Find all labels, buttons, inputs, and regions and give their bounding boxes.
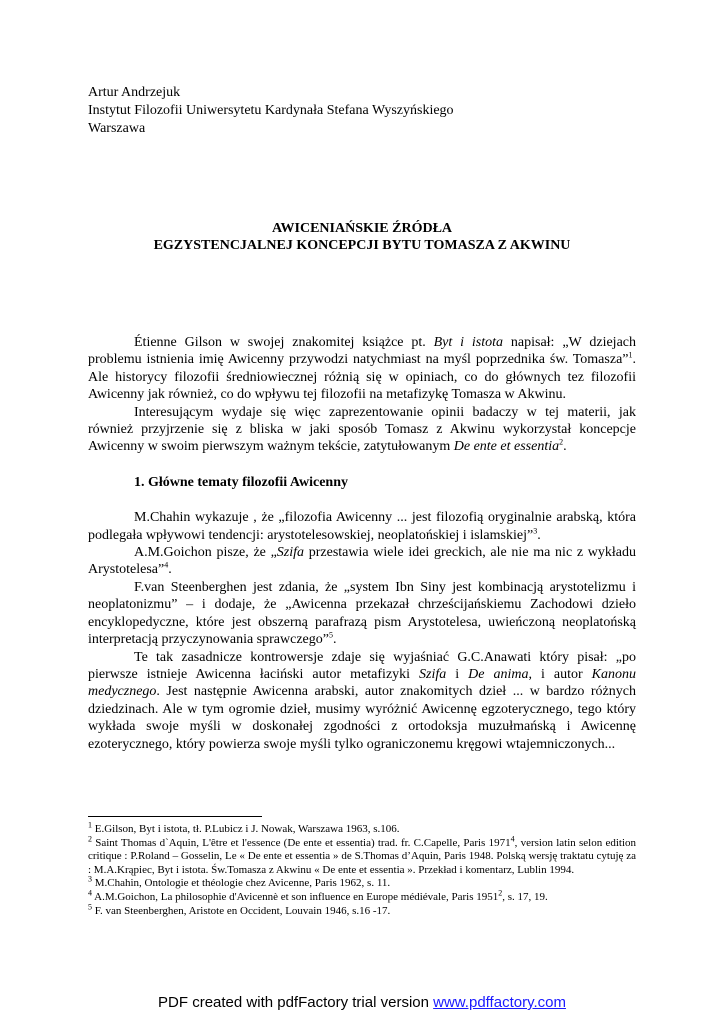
footnote-ref-5[interactable]: 5 — [328, 630, 333, 640]
text-span: Interesującym wydaje się więc zaprezentowanie opinii badaczy w tej materii, jak również przyjrzenie się z bliska w jaki sposób Tomasz z Akwinu wykorzystał koncepcje Awicenny w swoim pierwszym ważnym tekście, zatytułowanym — [88, 404, 636, 455]
pdffactory-link[interactable]: www.pdffactory.com — [433, 994, 566, 1011]
footnote-text: A.M.Goichon, La philosophie d'Avicennè et son influence en Europe médiévale, Paris 1951 — [92, 890, 499, 903]
text-span: . — [332, 632, 337, 648]
text-span: i — [446, 666, 469, 682]
footnote-text: , version latin selon edition critique : P.Roland – Gosselin, Le « De ente et essentia » de S.Thomas d’Aquin, Paris 1948. Polską wersję traktatu cytuję za : M.A.Krąpiec, Byt i istota. Św.Tomasza z Akwinu « De ente et essentia ». Przekład i komentarz, Lublin 1994. — [88, 836, 637, 876]
footnote-4 — [88, 888, 636, 905]
paragraph-intro-2 — [88, 404, 636, 456]
text-span: , i autor — [528, 666, 592, 682]
footnotes — [88, 820, 637, 918]
footnote-text: M.Chahin, Ontologie et théologie chez Avicenne, Paris 1962, s. 11. — [92, 877, 391, 890]
text-span: Étienne Gilson w swojej znakomitej książce pt. — [134, 335, 434, 350]
text-span: M.Chahin wykazuje , że „filozofia Awicenny ... jest filozofią oryginalnie arabską, która podlegała wpływowi tendencji: arystotelesowskiej, neoplatońskiej i islamskiej” — [88, 510, 636, 543]
footnote-number: 3 — [88, 874, 92, 884]
paragraph-intro-1 — [88, 334, 636, 404]
paragraph-chahin — [88, 509, 636, 544]
italic-title: Szifa — [419, 666, 447, 682]
footnote-5 — [88, 901, 636, 919]
footnote-number: 5 — [88, 901, 92, 911]
paragraph-steenberghen — [88, 579, 636, 649]
pdf-footer — [0, 994, 724, 1011]
author-block — [88, 84, 454, 138]
footnote-ref-1[interactable]: 1 — [628, 350, 633, 360]
footnote-text: F. van Steenberghen, Aristote en Occident, Louvain 1946, s.16 -17. — [92, 904, 391, 917]
footnote-number: 2 — [88, 833, 92, 843]
paragraph-anawati — [88, 649, 636, 753]
footnote-text: E.Gilson, Byt i istota, tł. P.Lubicz i J. Nowak, Warszawa 1963, s.106. — [92, 823, 400, 835]
footnote-ref-2[interactable]: 2 — [559, 437, 564, 447]
text-span: . — [168, 562, 172, 578]
italic-title: Kanonu medycznego — [88, 666, 636, 700]
author-institution: Instytut Filozofii Uniwersytetu Kardynała Stefana Wyszyńskiego — [88, 103, 454, 118]
text-span: . Ale historycy filozofii średniowiecznej różnią się w opiniach, co do głównych tez filozofii Awicenny jak również, co do wpływu tej filozofii na metafizykę Tomasza w Akwinu. — [88, 352, 636, 403]
footnote-ref-4[interactable]: 4 — [164, 560, 169, 570]
author-name: Artur Andrzejuk — [88, 85, 181, 100]
text-span: Te tak zasadnicze kontrowersje zdaje się wyjaśniać G.C.Anawati który pisał: „po pierwsze istnieje Awicenna łaciński autor metafizyki — [88, 649, 636, 682]
text-span: . Jest następnie Awicenna arabski, autor znakomitych dzieł ... w bardzo różnych dziedzinach. Ale w tym ogromie dzieł, musimy wyróżnić Awicennę egzoterycznego, tego który wykłada swoje myśli w doskonałej zgodności z ortodoksja muzułmańską i Awicennę ezoterycznego, który powierza swoje myśli tylko ograniczonemu kręgowi wtajemniczonych... — [88, 684, 636, 752]
text-span: napisał: „W dziejach problemu istnienia imię Awicenny przywodzi natychmiast na myśl poprzednika św. Tomasza” — [88, 335, 636, 368]
paragraph-goichon — [88, 544, 636, 579]
footer-text: PDF created with pdfFactory trial version — [158, 994, 434, 1011]
footnote-text: Saint Thomas d`Aquin, L'être et l'essence (De ente et essentia) trad. fr. C.Capelle, Paris 1971 — [92, 836, 511, 849]
italic-title: Byt i istota — [433, 335, 504, 350]
footnote-1 — [88, 820, 636, 837]
edition-superscript: 2 — [498, 888, 503, 898]
footnote-number: 4 — [88, 888, 92, 898]
footnote-ref-3[interactable]: 3 — [533, 526, 538, 535]
text-span: F.van Steenberghen jest zdania, że „system Ibn Siny jest kombinacją arystotelizmu i neoplatonizmu” – i dodaje, że „Awicenna przekazał chrześcijańskiemu Zachodowi dzieło encyklopedyczne, które jest obszerną parafrazą pism Arystotelesa, uwieńczoną neoplatońską interpretacją przyczynowania sprawczego” — [88, 579, 636, 648]
text-span: przestawia wiele idei greckich, ale nie ma nic z wykładu Arystotelesa” — [88, 545, 636, 578]
footnote-text: , s. 17, 19. — [502, 890, 548, 903]
paper-title — [88, 220, 636, 254]
italic-title: Szifa — [276, 545, 305, 561]
footnote-separator — [88, 816, 262, 817]
text-span: A.M.Goichon pisze, że „ — [134, 545, 277, 561]
italic-title: De ente et essentia — [453, 439, 560, 455]
text-span: . — [563, 439, 567, 455]
edition-superscript: 4 — [510, 833, 515, 843]
title-line-2: EGZYSTENCJALNEJ KONCEPCJI BYTU TOMASZA Z AKWINU — [153, 238, 571, 253]
footnote-3 — [88, 874, 636, 891]
section-heading: 1. Główne tematy filozofii Awicenny — [134, 474, 348, 490]
author-city: Warszawa — [88, 121, 146, 136]
title-line-1: AWICENIAŃSKIE ŹRÓDŁA — [271, 221, 453, 236]
footnote-number: 1 — [88, 820, 92, 830]
italic-title: De anima — [468, 666, 529, 682]
text-span: . — [537, 527, 541, 543]
body-text — [88, 334, 636, 753]
footnote-2 — [88, 833, 637, 878]
